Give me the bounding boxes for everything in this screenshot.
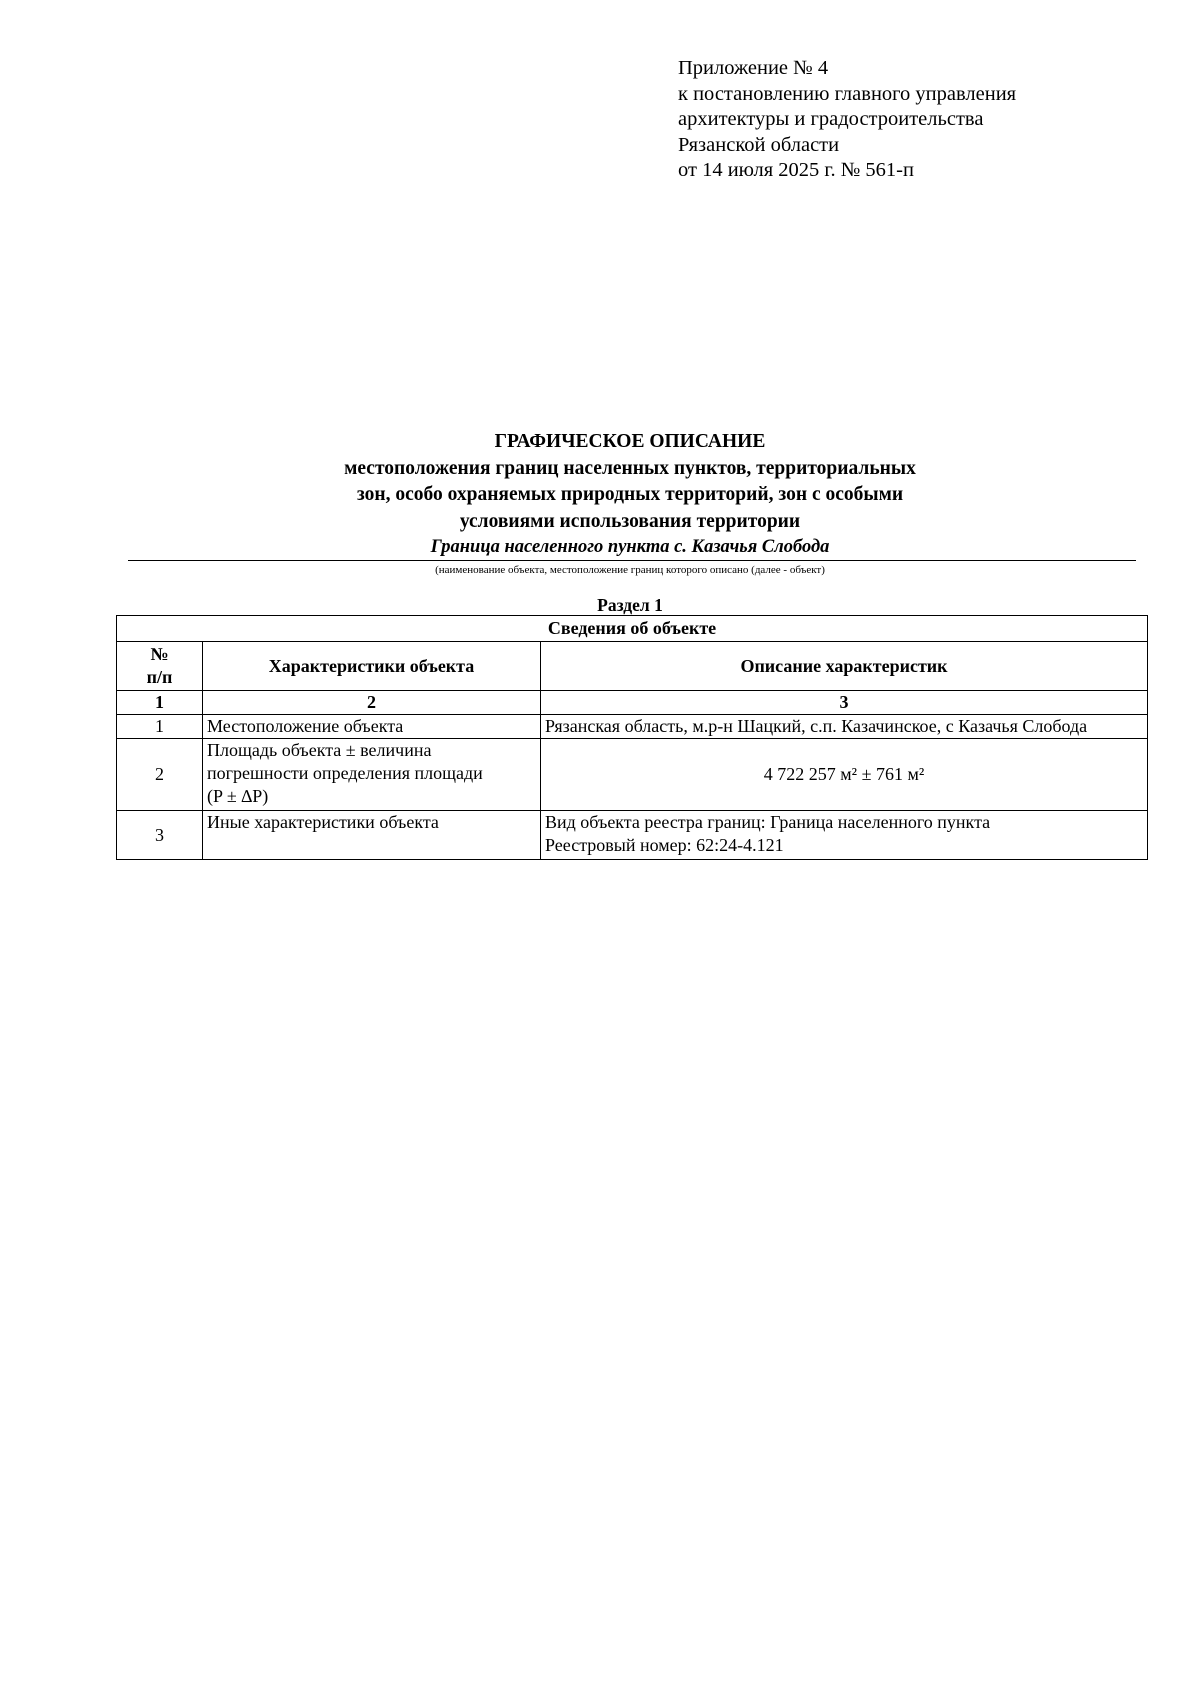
row-characteristic-line3: (P ± ∆P) [207,786,269,806]
document-title [0,429,1200,535]
row-description: Рязанская область, м.р-н Шацкий, с.п. Казачинское, с Казачья Слобода [541,715,1148,739]
row-number: 3 [117,811,203,860]
table-caption-row [117,616,1148,642]
section-title: Раздел 1 [597,595,663,615]
row-description [541,811,1148,860]
header-number [117,642,203,691]
row-description: 4 722 257 м² ± 761 м² [541,739,1148,811]
row-characteristic: Местоположение объекта [203,715,541,739]
row-description-line1: Вид объекта реестра границ: Граница населенного пункта [545,812,991,832]
appendix-header [678,56,1016,184]
object-info-table [116,615,1148,860]
row-characteristic-line1: Площадь объекта ± величина [207,740,432,760]
row-characteristic [203,739,541,811]
object-name: Граница населенного пункта с. Казачья Слобода [430,537,830,557]
column-number-2: 2 [203,691,541,715]
title-line-3: зон, особо охраняемых природных территорий, зон с особыми [356,484,904,505]
title-line-2: местоположения границ населенных пунктов, территориальных [344,457,916,479]
header-description: Описание характеристик [541,642,1148,691]
column-number-row [117,691,1148,715]
table-caption: Сведения об объекте [117,616,1148,642]
header-characteristics: Характеристики объекта [203,642,541,691]
appendix-number: Приложение № 4 [678,57,829,79]
row-description-line2: Реестровый номер: 62:24-4.121 [545,835,784,855]
appendix-date-line: от 14 июля 2025 г. № 561-п [678,159,914,181]
row-characteristic-line2: погрешности определения площади [207,763,483,783]
row-number: 1 [117,715,203,739]
appendix-region-line: Рязанской области [678,133,840,156]
row-characteristic: Иные характеристики объекта [203,811,541,860]
table-row [117,811,1148,860]
title-heading: ГРАФИЧЕСКОЕ ОПИСАНИЕ [494,431,766,452]
column-number-1: 1 [117,691,203,715]
title-line-4: условиями использования территории [459,510,801,532]
header-number-line1: № [150,644,169,664]
row-number: 2 [117,739,203,811]
header-number-line2: п/п [146,667,173,687]
appendix-decree-line: к постановлению главного управления [678,82,1017,105]
object-name-underline [128,560,1136,561]
appendix-authority-line: архитектуры и градостроительства [678,108,984,130]
table-row [117,715,1148,739]
object-name-caption: (наименование объекта, местоположение границ которого описано (далее - объект) [435,564,825,576]
column-number-3: 3 [541,691,1148,715]
table-row [117,739,1148,811]
table-header-row [117,642,1148,691]
